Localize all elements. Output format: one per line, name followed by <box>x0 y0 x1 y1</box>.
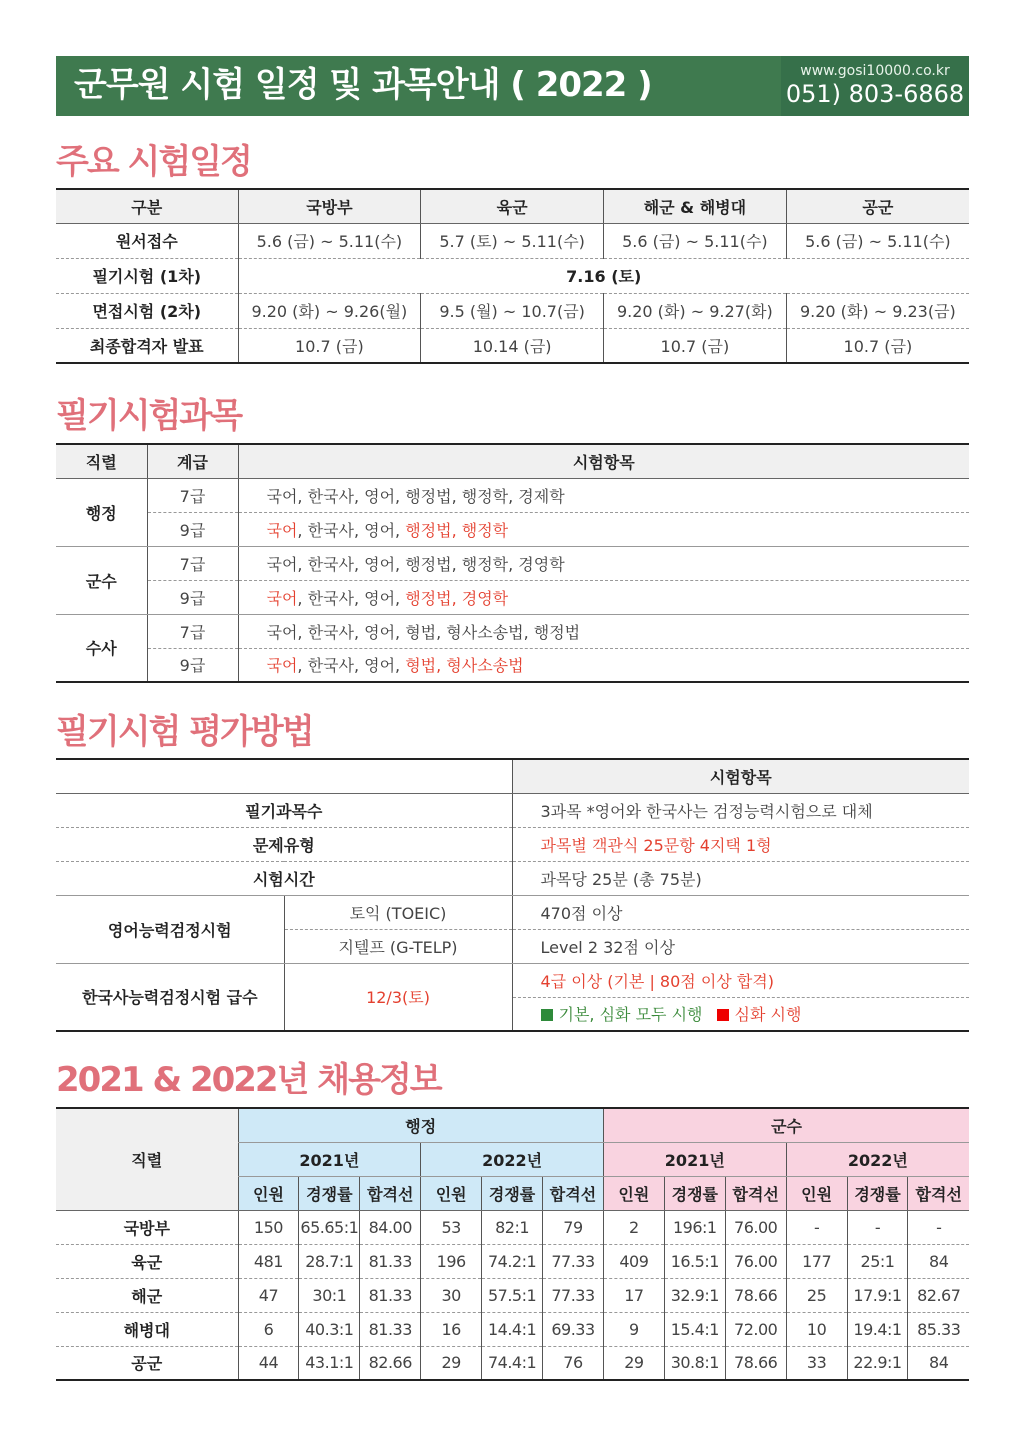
website-url[interactable]: www.gosi10000.co.kr <box>800 63 950 79</box>
column-subheader: 합격선 <box>725 1176 786 1210</box>
table-cell: 84 <box>908 1346 969 1380</box>
row-label: 영어능력검정시험 <box>56 895 284 963</box>
table-cell: 82:1 <box>482 1210 543 1244</box>
column-subheader: 인원 <box>238 1176 299 1210</box>
table-row <box>56 614 969 648</box>
table-cell: 43.1:1 <box>299 1346 360 1380</box>
column-subheader: 경쟁률 <box>847 1176 908 1210</box>
green-square-icon <box>541 1009 553 1021</box>
row-label: 필기시험 (1차) <box>56 258 238 293</box>
subject-text: 국어, 한국사, 영어, 형법, 형사소송법, 행정법 <box>266 622 581 642</box>
table-cell: 85.33 <box>908 1312 969 1346</box>
table-cell: 12/3(토) <box>284 963 512 1031</box>
table-cell: 과목별 객관식 25문항 4지택 1형 <box>512 827 969 861</box>
table-cell: 78.66 <box>725 1346 786 1380</box>
table-row <box>56 478 969 512</box>
table-cell: 481 <box>238 1244 299 1278</box>
table-cell: 77.33 <box>543 1278 604 1312</box>
recruit-corner: 직렬 <box>56 1108 238 1210</box>
contact-box <box>781 56 969 116</box>
row-label: 최종합격자 발표 <box>89 336 204 356</box>
table-cell: 82.67 <box>908 1278 969 1312</box>
table-cell: 9.20 (화) ~ 9.26(월) <box>238 293 421 328</box>
table-cell: 76.00 <box>725 1244 786 1278</box>
row-label: 육군 <box>56 1244 238 1278</box>
table-cell: 9.5 (월) ~ 10.7(금) <box>421 293 604 328</box>
evaluation-table <box>56 758 969 1032</box>
year-header: 2022년 <box>786 1142 969 1176</box>
table-cell: 17 <box>603 1278 664 1312</box>
table-cell: 16.5:1 <box>664 1244 725 1278</box>
subject-text-highlight: 행정법, 행정학 <box>405 520 509 540</box>
table-cell: - <box>908 1210 969 1244</box>
subject-cell <box>238 648 969 682</box>
table-cell: 78.66 <box>725 1278 786 1312</box>
table-cell: 과목당 25분 (총 75분) <box>512 861 969 895</box>
table-cell: 14.4:1 <box>482 1312 543 1346</box>
table-cell: 33 <box>786 1346 847 1380</box>
table-cell: 29 <box>603 1346 664 1380</box>
row-label: 원서접수 <box>56 223 238 258</box>
table-cell: 4급 이상 (기본 | 80점 이상 합격) <box>512 963 969 997</box>
grade-cell: 7급 <box>147 478 238 512</box>
table-cell: 81.33 <box>360 1312 421 1346</box>
row-label: 해군 <box>56 1278 238 1312</box>
table-row <box>56 648 969 682</box>
subjects-header: 계급 <box>147 444 238 478</box>
grade-cell: 9급 <box>147 580 238 614</box>
group-header: 군수 <box>603 1108 969 1142</box>
grade-cell: 9급 <box>147 648 238 682</box>
table-cell: 30 <box>421 1278 482 1312</box>
table-cell: 409 <box>603 1244 664 1278</box>
table-cell: 84.00 <box>360 1210 421 1244</box>
table-row <box>56 1210 969 1244</box>
subjects-header: 시험항목 <box>238 444 969 478</box>
column-subheader: 합격선 <box>908 1176 969 1210</box>
table-cell: 65.65:1 <box>299 1210 360 1244</box>
table-cell: 19.4:1 <box>847 1312 908 1346</box>
subject-cell <box>238 580 969 614</box>
grade-cell: 7급 <box>147 546 238 580</box>
subject-text-highlight: 국어 <box>266 656 298 676</box>
row-label: 한국사능력검정시험 급수 <box>81 988 258 1008</box>
subject-cell <box>238 546 969 580</box>
subject-text-highlight: 국어 <box>266 588 298 608</box>
row-label: 면접시험 (2차) <box>56 293 238 328</box>
table-row <box>56 827 969 861</box>
recruit-table <box>56 1107 969 1381</box>
table-row <box>56 793 969 827</box>
column-subheader: 인원 <box>421 1176 482 1210</box>
table-row <box>56 546 969 580</box>
red-square-icon <box>717 1009 729 1021</box>
table-cell: 30.8:1 <box>664 1346 725 1380</box>
table-cell: 15.4:1 <box>664 1312 725 1346</box>
schedule-title: 주요 시험일정 <box>56 142 251 182</box>
table-cell: 17.9:1 <box>847 1278 908 1312</box>
page-title: 군무원 시험 일정 및 과목안내 ( 2022 ) <box>74 65 652 105</box>
table-cell: 470점 이상 <box>512 895 969 929</box>
table-cell: 9.20 (화) ~ 9.23(금) <box>786 293 969 328</box>
legend-cell <box>512 997 969 1031</box>
table-row <box>56 293 969 328</box>
subject-text: 국어, 한국사, 영어, 행정법, 행정학, 경제학 <box>266 486 565 506</box>
table-cell: 토익 (TOEIC) <box>284 895 512 929</box>
table-cell: - <box>786 1210 847 1244</box>
column-subheader: 인원 <box>786 1176 847 1210</box>
subject-text: , 한국사, 영어, <box>297 656 406 676</box>
table-cell: 2 <box>603 1210 664 1244</box>
table-cell: 177 <box>786 1244 847 1278</box>
legend-basic: 기본, 심화 모두 시행 <box>558 1005 703 1025</box>
table-cell: 5.7 (토) ~ 5.11(수) <box>421 223 604 258</box>
table-cell: 3과목 *영어와 한국사는 검정능력시험으로 대체 <box>512 793 969 827</box>
table-row <box>56 580 969 614</box>
schedule-header: 국방부 <box>238 189 421 223</box>
subject-text-highlight: 행정법, 경영학 <box>405 588 509 608</box>
table-cell: 지텔프 (G-TELP) <box>284 929 512 963</box>
table-cell: 79 <box>543 1210 604 1244</box>
table-cell: Level 2 32점 이상 <box>512 929 969 963</box>
table-cell: 5.6 (금) ~ 5.11(수) <box>238 223 421 258</box>
grade-cell: 9급 <box>147 512 238 546</box>
subjects-title: 필기시험과목 <box>56 396 242 436</box>
table-cell: 9 <box>603 1312 664 1346</box>
evaluation-blank-header <box>56 759 512 793</box>
table-cell: 196 <box>421 1244 482 1278</box>
table-cell: 40.3:1 <box>299 1312 360 1346</box>
table-cell: 10.7 (금) <box>604 328 787 363</box>
table-cell: 150 <box>238 1210 299 1244</box>
grade-cell: 7급 <box>147 614 238 648</box>
group-label: 군수 <box>56 546 147 614</box>
schedule-header: 해군 & 해병대 <box>604 189 787 223</box>
table-cell: 57.5:1 <box>482 1278 543 1312</box>
table-cell: 10 <box>786 1312 847 1346</box>
table-row <box>56 1244 969 1278</box>
table-cell: 81.33 <box>360 1244 421 1278</box>
column-subheader: 합격선 <box>543 1176 604 1210</box>
year-header: 2021년 <box>603 1142 786 1176</box>
phone-number[interactable]: 051) 803-6868 <box>785 80 965 108</box>
column-subheader: 경쟁률 <box>482 1176 543 1210</box>
table-cell: 16 <box>421 1312 482 1346</box>
row-label: 문제유형 <box>56 827 512 861</box>
table-cell: 74.2:1 <box>482 1244 543 1278</box>
table-row <box>56 1312 969 1346</box>
table-cell: 22.9:1 <box>847 1346 908 1380</box>
subject-cell <box>238 614 969 648</box>
table-cell: 25:1 <box>847 1244 908 1278</box>
column-subheader: 인원 <box>603 1176 664 1210</box>
table-cell: 30:1 <box>299 1278 360 1312</box>
schedule-table <box>56 188 969 364</box>
table-cell: 28.7:1 <box>299 1244 360 1278</box>
table-cell: 196:1 <box>664 1210 725 1244</box>
table-row <box>56 963 969 997</box>
table-cell: 9.20 (화) ~ 9.27(화) <box>604 293 787 328</box>
table-cell: 6 <box>238 1312 299 1346</box>
subjects-header: 직렬 <box>56 444 147 478</box>
subject-cell <box>238 512 969 546</box>
table-cell: 10.7 (금) <box>786 328 969 363</box>
column-subheader: 경쟁률 <box>299 1176 360 1210</box>
schedule-header: 육군 <box>421 189 604 223</box>
table-cell: 74.4:1 <box>482 1346 543 1380</box>
table-cell: 44 <box>238 1346 299 1380</box>
subject-text: , 한국사, 영어, <box>297 520 406 540</box>
table-cell: 32.9:1 <box>664 1278 725 1312</box>
table-cell: 81.33 <box>360 1278 421 1312</box>
table-cell: 84 <box>908 1244 969 1278</box>
header-banner <box>56 56 969 116</box>
subject-cell <box>238 478 969 512</box>
table-row <box>56 895 969 929</box>
table-cell: 47 <box>238 1278 299 1312</box>
table-row <box>56 861 969 895</box>
table-cell: 76.00 <box>725 1210 786 1244</box>
table-cell: 77.33 <box>543 1244 604 1278</box>
year-header: 2022년 <box>421 1142 604 1176</box>
table-cell: 5.6 (금) ~ 5.11(수) <box>604 223 787 258</box>
column-subheader: 경쟁률 <box>664 1176 725 1210</box>
row-label: 해병대 <box>56 1312 238 1346</box>
group-header: 행정 <box>238 1108 603 1142</box>
subject-text: 국어, 한국사, 영어, 행정법, 행정학, 경영학 <box>266 554 565 574</box>
evaluation-title: 필기시험 평가방법 <box>56 712 313 752</box>
table-cell: 10.7 (금) <box>238 328 421 363</box>
recruit-title: 2021 & 2022년 채용정보 <box>56 1060 441 1100</box>
row-label: 시험시간 <box>56 861 512 895</box>
table-cell: 10.14 (금) <box>421 328 604 363</box>
subject-text: , 한국사, 영어, <box>297 588 406 608</box>
subjects-table <box>56 443 969 683</box>
schedule-header: 공군 <box>786 189 969 223</box>
table-cell: 53 <box>421 1210 482 1244</box>
row-label: 공군 <box>131 1354 163 1374</box>
table-row <box>56 1346 969 1380</box>
table-cell: 69.33 <box>543 1312 604 1346</box>
legend-advanced: 심화 시행 <box>734 1005 802 1025</box>
evaluation-header: 시험항목 <box>512 759 969 793</box>
table-row <box>56 328 969 363</box>
year-header: 2021년 <box>238 1142 421 1176</box>
table-cell: 29 <box>421 1346 482 1380</box>
table-cell: 7.16 (토) <box>238 258 969 293</box>
table-row <box>56 1278 969 1312</box>
table-cell: 5.6 (금) ~ 5.11(수) <box>786 223 969 258</box>
subject-text-highlight: 형법, 형사소송법 <box>405 656 524 676</box>
group-label: 행정 <box>56 478 147 546</box>
schedule-header: 구분 <box>56 189 238 223</box>
table-cell: 82.66 <box>360 1346 421 1380</box>
table-row <box>56 223 969 258</box>
table-cell: - <box>847 1210 908 1244</box>
table-row <box>56 512 969 546</box>
group-label: 수사 <box>85 639 117 659</box>
subject-text-highlight: 국어 <box>266 520 298 540</box>
table-cell: 76 <box>543 1346 604 1380</box>
table-cell: 72.00 <box>725 1312 786 1346</box>
column-subheader: 합격선 <box>360 1176 421 1210</box>
table-cell: 25 <box>786 1278 847 1312</box>
row-label: 국방부 <box>56 1210 238 1244</box>
row-label: 필기과목수 <box>56 793 512 827</box>
table-row <box>56 258 969 293</box>
